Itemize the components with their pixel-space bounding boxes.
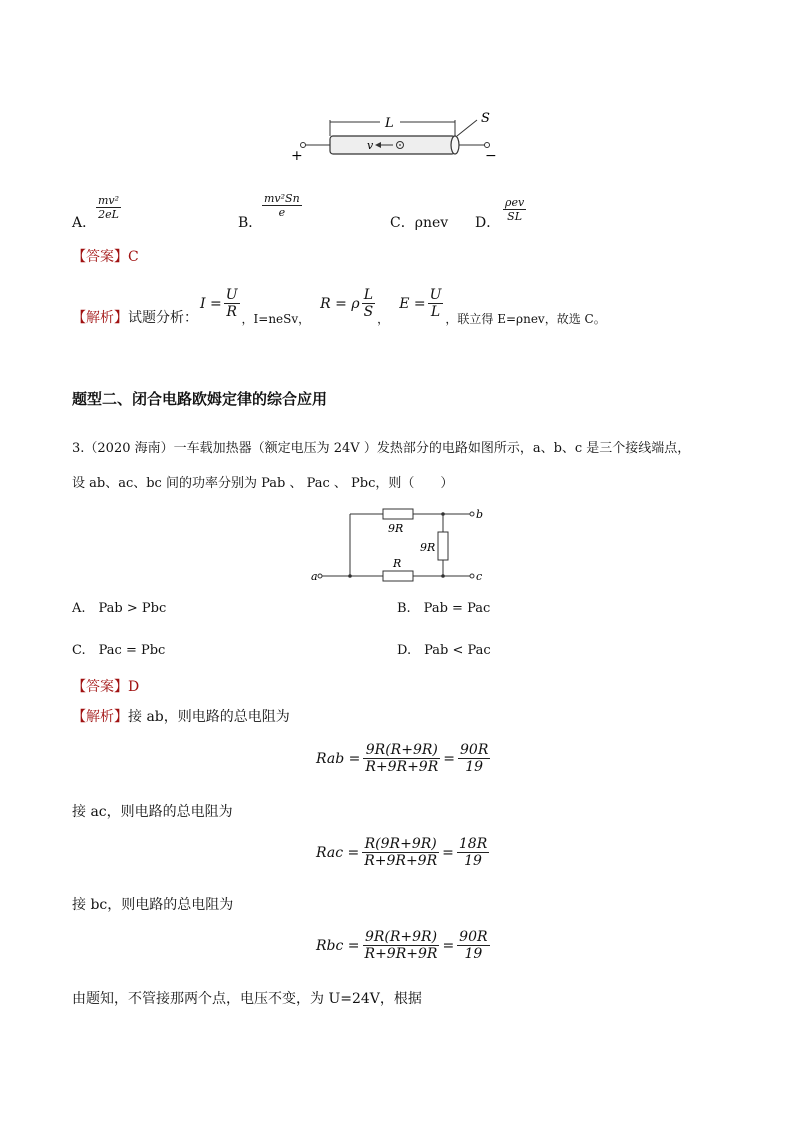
- eq-ac-den: R+9R+9R: [364, 853, 438, 869]
- option-d-letter: D．: [475, 215, 501, 231]
- formula-e-den: L: [430, 304, 441, 320]
- formula-e-after: ，联立得 E=ρnev，故选 C。: [445, 312, 606, 326]
- q3-option-a: A. Pab > Pbc: [72, 601, 167, 616]
- q3-stem-line-2: 设 ab、ac、bc 间的功率分别为 Pab 、 Pac 、 Pbc，则（ ）: [72, 476, 454, 491]
- eq-ab-num: 9R(R+9R): [363, 742, 440, 759]
- eq-bc-rnum: 90R: [459, 929, 488, 945]
- q3-answer-value: D: [128, 679, 140, 695]
- q3-analysis-tag: 【解析】: [72, 709, 128, 725]
- section-title: 题型二、闭合电路欧姆定律的综合应用: [72, 390, 328, 408]
- node-a: a: [311, 570, 318, 583]
- option-d: [475, 214, 500, 232]
- q3-last-line: 由题知，不管接那两个点，电压不变，为 U=24V，根据: [72, 991, 422, 1007]
- eq-ab-rnum: 90R: [460, 742, 489, 758]
- formula-e-lhs: E =: [399, 295, 426, 312]
- eq-ab-lhs: Rab =: [316, 750, 361, 767]
- eq-ab-den: R+9R+9R: [365, 759, 439, 775]
- resistor-top-label: 9R: [388, 522, 404, 535]
- formula-i-den: R: [226, 304, 237, 320]
- option-b-fraction: [262, 192, 302, 219]
- q3-option-c: C. Pac = Pbc: [72, 643, 166, 658]
- q2-analysis-formulas: [200, 280, 606, 327]
- option-b-num: mv²Sn: [264, 192, 300, 205]
- option-b-den: e: [278, 206, 286, 219]
- q2-answer-tag: 【答案】: [72, 249, 128, 265]
- label-L: L: [385, 116, 394, 131]
- q2-analysis-label: [72, 309, 198, 327]
- formula-r-after: ，: [377, 312, 390, 326]
- plus-sign: +: [291, 148, 303, 164]
- option-d-fraction: [503, 196, 526, 223]
- label-S: S: [481, 111, 490, 126]
- option-d-den: SL: [507, 210, 523, 223]
- q2-answer-value: C: [128, 249, 139, 265]
- circuit-diagram: [310, 503, 490, 587]
- q3-answer: [72, 678, 139, 696]
- option-a: [72, 214, 96, 232]
- formula-i-lhs: I =: [200, 295, 222, 312]
- formula-e-num: U: [429, 287, 442, 303]
- label-v: v: [367, 139, 374, 152]
- q3-analysis-ab: [72, 708, 290, 726]
- eq-ac-rden: 19: [464, 853, 482, 869]
- q3-line-ab: 接 ab，则电路的总电阻为: [128, 709, 290, 725]
- formula-r-den: S: [363, 304, 374, 320]
- q3-answer-tag: 【答案】: [72, 679, 128, 695]
- q3-option-b: B. Pab = Pac: [397, 601, 491, 616]
- formula-i-after: ，I=neSv，: [241, 312, 311, 326]
- q3-option-d: D. Pab < Pac: [397, 643, 491, 658]
- option-a-fraction: [96, 194, 121, 221]
- option-a-num: mv²: [98, 194, 120, 207]
- q2-answer: [72, 248, 139, 266]
- q3-stem-line-1: 3.（2020 海南）一车载加热器（额定电压为 24V ）发热部分的电路如图所示，a、b、c 是三个接线端点，: [72, 441, 691, 456]
- equation-rac: Rac = $\frac{R(9R+9R)}{R+9R+9R}$ = $\frac{18R}{19}$: [316, 836, 488, 869]
- eq-bc-num: 9R(R+9R): [363, 929, 440, 946]
- formula-i-num: U: [225, 287, 238, 303]
- equation-rbc: Rbc = $\frac{9R(R+9R)}{R+9R+9R}$ = $\frac{90R}{19}$: [316, 929, 488, 962]
- q3-line-ac: 接 ac，则电路的总电阻为: [72, 804, 233, 820]
- eq-bc-den: R+9R+9R: [364, 946, 438, 962]
- option-b: [238, 214, 262, 232]
- minus-sign: −: [485, 148, 497, 164]
- eq-ab-rden: 19: [465, 759, 484, 775]
- eq-bc-rden: 19: [464, 946, 483, 962]
- option-a-letter: A．: [72, 215, 97, 231]
- formula-r-num: L: [362, 287, 376, 304]
- q3-line-bc: 接 bc，则电路的总电阻为: [72, 897, 234, 913]
- q2-analysis-tag: 【解析】: [72, 310, 128, 326]
- conductor-figure: [285, 100, 505, 165]
- eq-ac-lhs: Rac =: [316, 844, 360, 861]
- eq-ac-num: R(9R+9R): [362, 836, 439, 853]
- option-b-letter: B．: [238, 215, 263, 231]
- q2-analysis-lead: 试题分析：: [128, 310, 198, 326]
- node-c: c: [476, 570, 483, 583]
- resistor-right-label: 9R: [420, 541, 436, 554]
- option-d-num: ρev: [505, 196, 525, 209]
- node-b: b: [476, 508, 484, 521]
- formula-r-lhs: R = ρ: [320, 295, 360, 312]
- eq-bc-lhs: Rbc =: [316, 937, 360, 954]
- resistor-bottom-label: R: [393, 557, 402, 570]
- eq-ac-rnum: 18R: [458, 836, 488, 852]
- option-a-den: 2eL: [98, 208, 119, 221]
- equation-rab: Rab = $\frac{9R(R+9R)}{R+9R+9R}$ = $\frac{90R}{19}$: [316, 742, 489, 775]
- option-c: C．ρnev: [390, 215, 449, 231]
